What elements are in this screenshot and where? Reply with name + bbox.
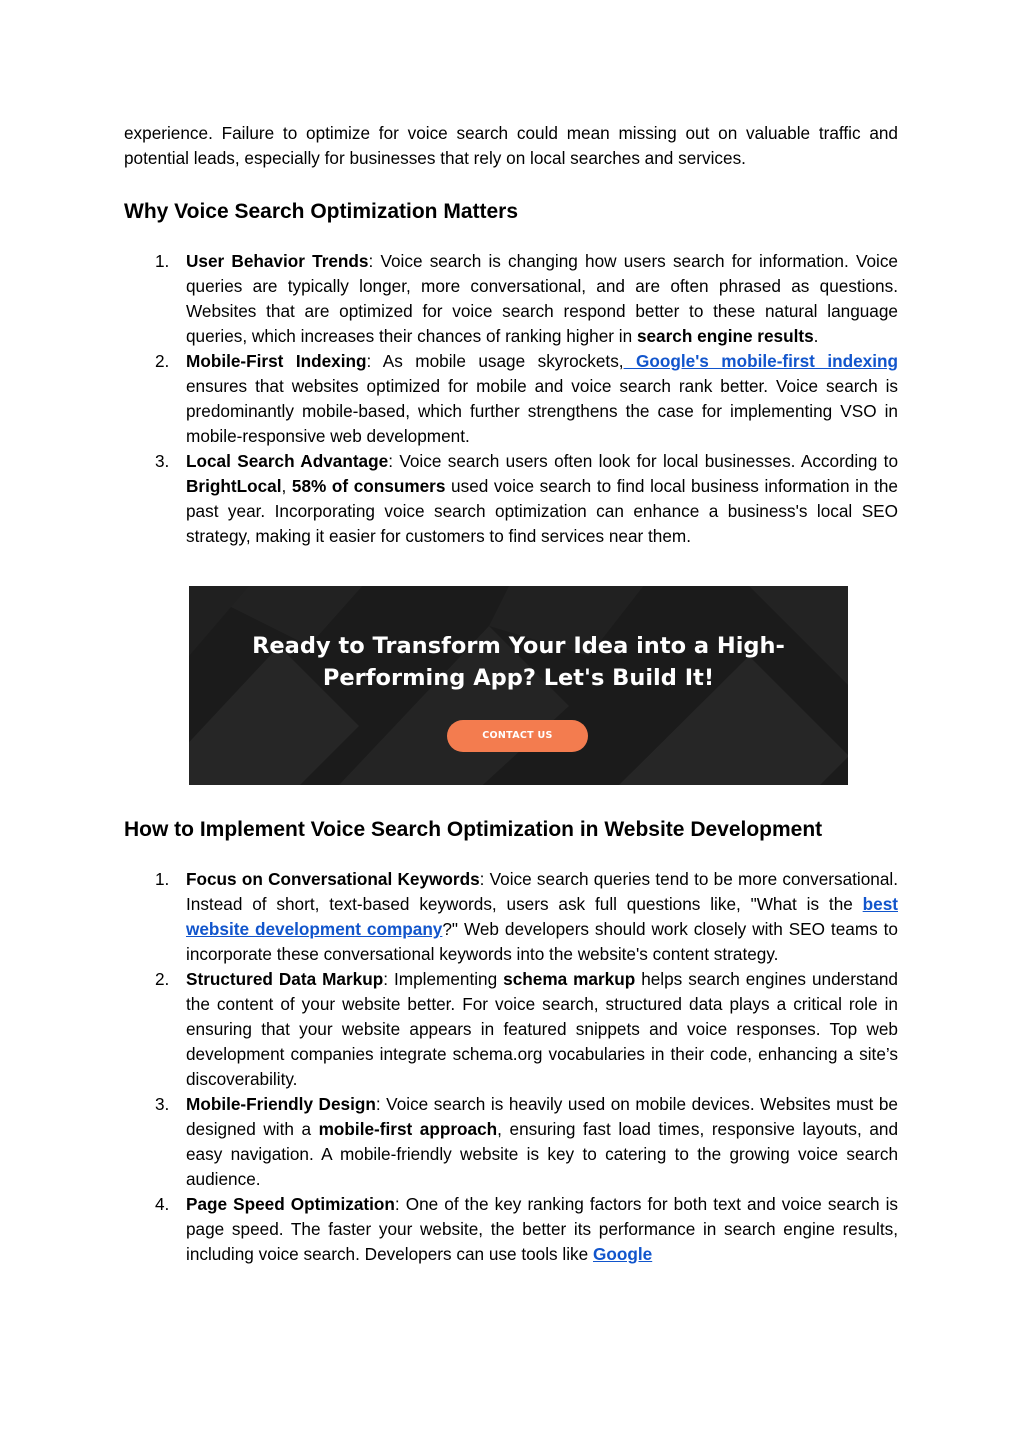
google-mobile-first-indexing-link[interactable]: Google's mobile-first indexing (623, 351, 898, 371)
item-bold: BrightLocal (186, 476, 282, 496)
banner-headline-line-2: Performing App? Let's Build It! (322, 665, 715, 691)
item-text: , (281, 476, 292, 496)
item-title: Focus on Conversational Keywords (186, 869, 480, 889)
item-text: : One of the key ranking factors for both text and voice search is page speed. The faster your website, the better its performance in search engine results, including voice search. Developers can use tools like (186, 1194, 898, 1264)
item-text: : Voice search is heavily used on mobile devices. Websites must be designed with a (186, 1094, 898, 1139)
list-item (124, 249, 898, 349)
item-title: Mobile-First Indexing (186, 351, 367, 371)
item-text: , ensuring fast load times, responsive layouts, and easy navigation. A mobile-friendly website is key to catering to the growing voice search audience. (186, 1119, 899, 1189)
item-text: : Voice search users often look for local businesses. According to (388, 451, 899, 471)
list-number: 2. (155, 351, 170, 371)
list-item (124, 967, 898, 1092)
item-text: used voice search to find local business information in the past year. Incorporating voice search optimization can enhance a business's local SEO strategy, making it easier for customers to find services near them. (186, 476, 898, 546)
intro-paragraph: experience. Failure to optimize for voice search could mean missing out on valuable traffic and potential leads, especially for businesses that rely on local searches and services. (124, 123, 898, 168)
item-bold: schema markup (503, 969, 636, 989)
list-number: 4. (155, 1194, 170, 1214)
item-title: User Behavior Trends (186, 251, 369, 271)
item-text: ?" Web developers should work closely with SEO teams to incorporate these conversational keywords into the website's content strategy. (186, 919, 898, 964)
list-item (124, 449, 898, 549)
list-number: 3. (155, 1094, 170, 1114)
item-text: : As mobile usage skyrockets, (366, 351, 624, 371)
list-number: 2. (155, 969, 170, 989)
item-text: helps search engines understand the content of your website better. For voice search, structured data plays a critical role in ensuring that your website appears in featured snippets and voice responses. Top web development companies integrate schema.org vocabularies in their code, enhancing a site’s discoverability. (186, 969, 898, 1089)
banner-headline-line-1: Ready to Transform Your Idea into a High- (252, 633, 785, 659)
item-title: Structured Data Markup (186, 969, 384, 989)
best-website-development-company-link[interactable]: best website development company (186, 894, 898, 939)
document-content (124, 121, 898, 1267)
list-number: 3. (155, 451, 170, 471)
google-link[interactable]: Google (593, 1244, 653, 1264)
list-item (124, 349, 898, 449)
item-bold: search engine results (636, 326, 814, 346)
list-item (124, 867, 898, 967)
item-text: : Voice search is changing how users search for information. Voice queries are typically longer, more conversational, and are often phrased as questions. Websites that are optimized for voice search respond better to these natural language queries, which increases their chances of ranking higher in (186, 251, 898, 346)
section-heading-why: Why Voice Search Optimization Matters (124, 200, 519, 223)
item-title: Mobile-Friendly Design (186, 1094, 376, 1114)
banner-headline (189, 630, 848, 694)
how-list (124, 867, 898, 1267)
item-text-end: . (813, 326, 819, 346)
list-number: 1. (155, 869, 170, 889)
section-heading-how: How to Implement Voice Search Optimization in Website Development (124, 818, 823, 841)
item-text: : Implementing (383, 969, 504, 989)
item-title: Local Search Advantage (186, 451, 389, 471)
list-item (124, 1192, 898, 1267)
item-title: Page Speed Optimization (186, 1194, 395, 1214)
promo-banner[interactable] (189, 586, 848, 785)
list-number: 1. (155, 251, 170, 271)
list-item (124, 1092, 898, 1192)
item-bold: 58% of consumers (291, 476, 446, 496)
item-text: : Voice search queries tend to be more conversational. Instead of short, text-based keywords, users ask full questions like, "What is the (186, 869, 898, 914)
item-bold: mobile-first approach (318, 1119, 498, 1139)
item-text: ensures that websites optimized for mobile and voice search rank better. Voice search is predominantly mobile-based, which further strengthens the case for implementing VSO in mobile-responsive web development. (186, 376, 898, 446)
contact-us-button[interactable]: CONTACT US (447, 720, 588, 752)
why-list (124, 249, 898, 549)
